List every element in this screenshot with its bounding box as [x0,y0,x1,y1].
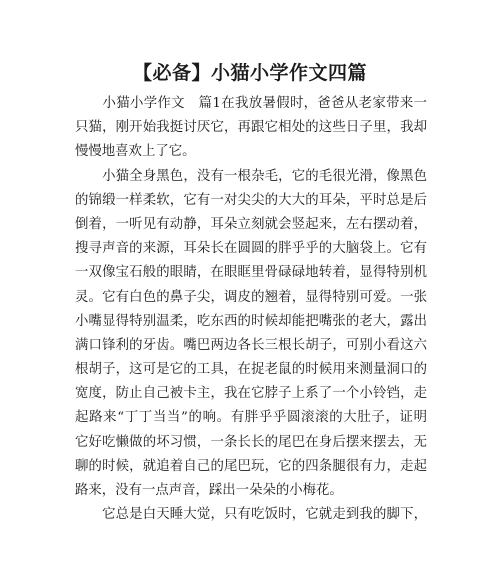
text-line: 搜寻声音的来源，耳朵长在圆圆的胖乎乎的大脑袋上。它有 [75,241,427,257]
text-line: 的锦缎一样柔软，它有一对尖尖的大大的耳朵，平时总是后 [75,192,427,208]
text-line: 慢慢地喜欢上了它。 [75,144,196,160]
article-title: 【必备】小猫小学作文四篇 [132,62,367,84]
text-line: 它好吃懒做的坏习惯，一条长长的尾巴在身后摆来摆去，无 [75,434,427,450]
text-line: 只猫，刚开始我挺讨厌它，再跟它相处的这些日子里，我却 [75,120,427,136]
text-line: 聊的时候，就追着自己的尾巴玩，它的四条腿很有力，走起 [75,458,427,474]
text-line: 根胡子，这可是它的工具，在捉老鼠的时候用来测量洞口的 [75,362,427,378]
text-line: 它总是白天睡大觉，只有吃饭时，它就走到我的脚下， [75,507,427,523]
text-line: 路来，没有一点声音，踩出一朵朵的小梅花。 [75,483,343,498]
article-body [75,92,427,527]
text-line: 小猫全身黑色，没有一根杂毛，它的毛很光滑，像黑色 [75,168,427,184]
text-line: 满口锋利的牙齿。嘴巴两边各长三根长胡子，可别小看这六 [75,337,427,353]
text-line: 小嘴显得特别温柔，吃东西的时候却能把嘴张的老大，露出 [75,313,427,329]
text-line: 灵。它有白色的鼻子尖，调皮的翘着，显得特别可爱。一张 [75,289,427,305]
text-line: 起路来“丁丁当当”的响。有胖乎乎圆滚滚的大肚子，证明 [75,410,427,426]
text-line: 宽度，防止自己被卡主，我在它脖子上系了一个小铃铛，走 [75,386,427,402]
text-line: 小猫小学作文 篇1在我放暑假时，爸爸从老家带来一 [75,96,427,111]
text-line: 倒着，一听见有动静，耳朵立刻就会竖起来，左右摆动着， [75,216,427,232]
text-line: 一双像宝石般的眼睛，在眼眶里骨碌碌地转着，显得特别机 [75,265,427,281]
